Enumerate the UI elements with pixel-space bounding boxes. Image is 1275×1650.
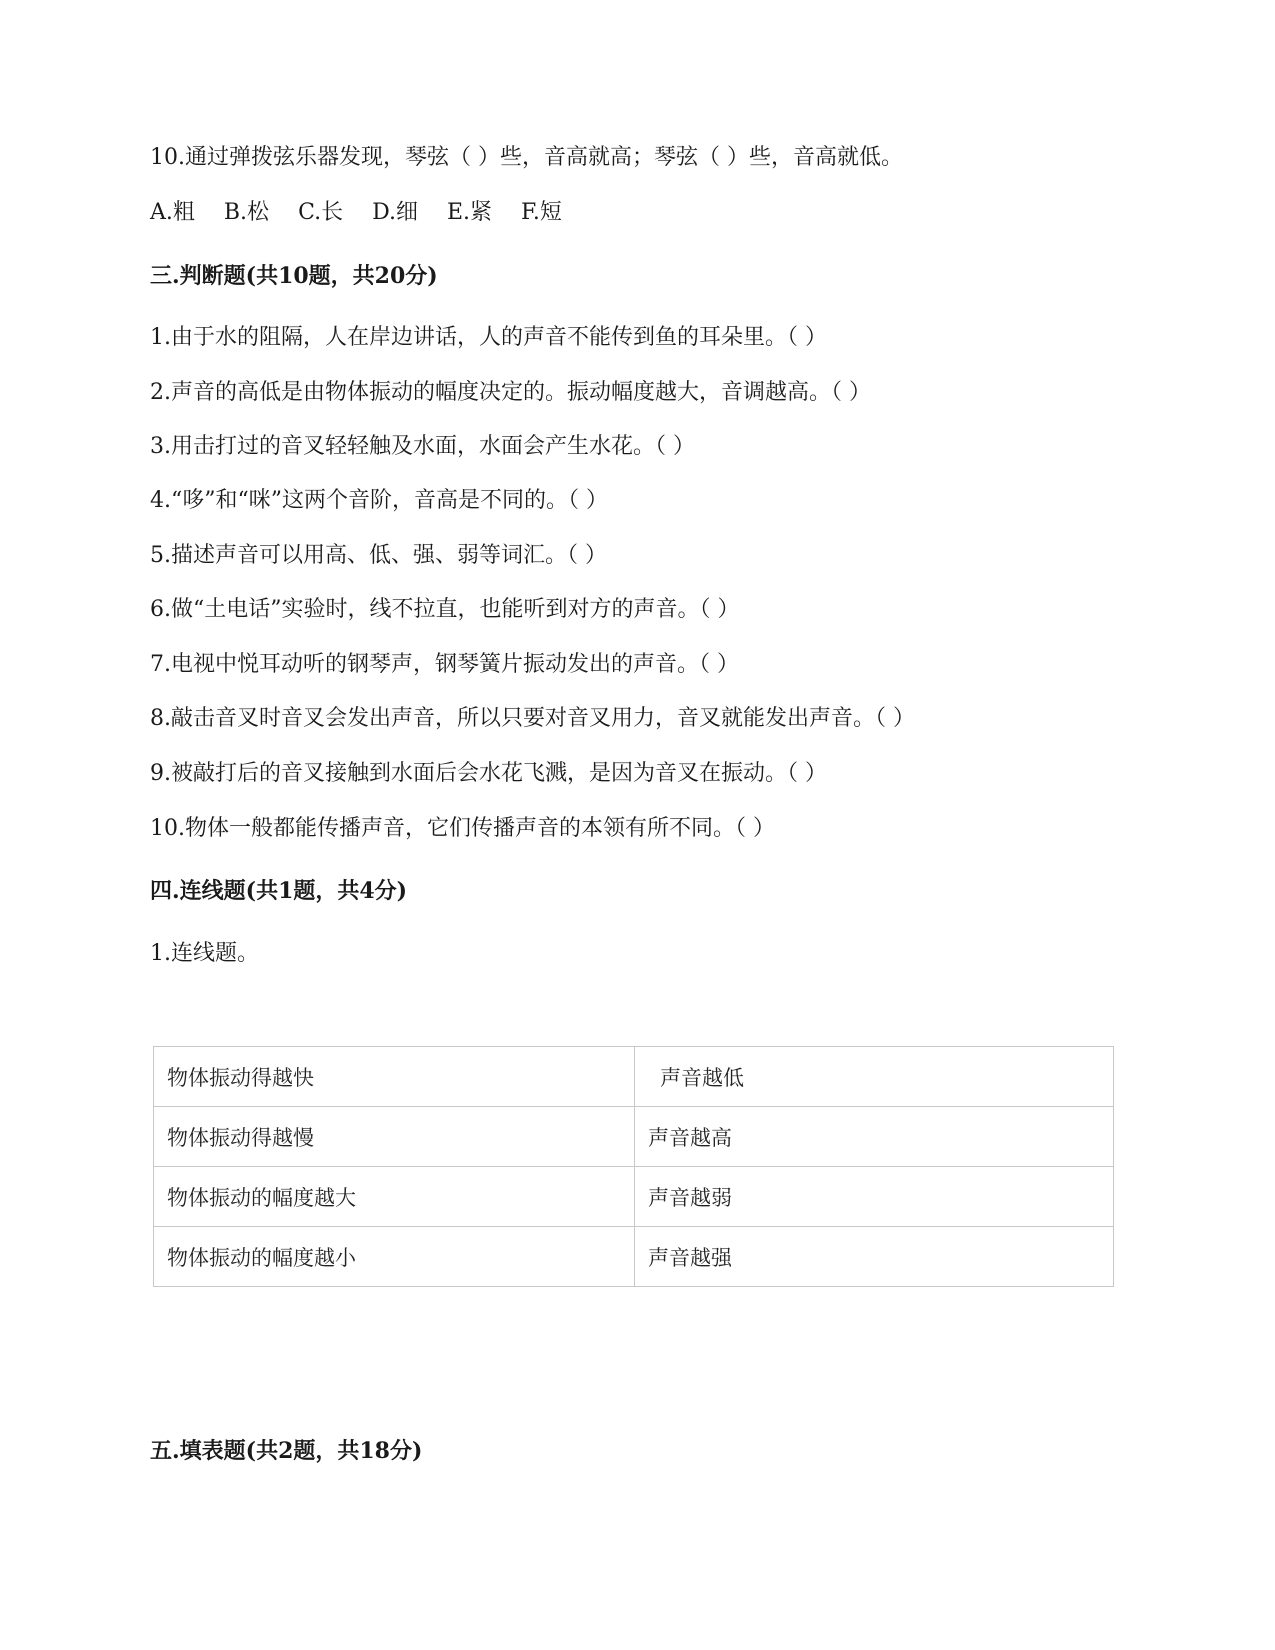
table-row: [154, 1107, 1114, 1167]
judge-item-6: 6.做“土电话”实验时，线不拉直，也能听到对方的声音。（ ）: [150, 597, 740, 622]
table-row: [154, 1167, 1114, 1227]
option-b: B.松: [223, 200, 270, 225]
option-d: D.细: [372, 200, 418, 225]
mc-question-10-options: [150, 198, 584, 228]
section-3-heading: 三.判断题(共10题，共20分): [150, 263, 438, 289]
table-row: [154, 1047, 1114, 1107]
matching-question-1: 1.连线题。: [150, 941, 259, 966]
section-5-heading: 五.填表题(共2题，共18分): [150, 1438, 423, 1464]
judge-item-8: 8.敲击音叉时音叉会发出声音，所以只要对音叉用力，音叉就能发出声音。（ ）: [150, 706, 915, 731]
table-cell-left: 物体振动得越快: [154, 1047, 635, 1107]
judge-item-2: 2.声音的高低是由物体振动的幅度决定的。振动幅度越大，音调越高。（ ）: [150, 380, 871, 405]
table-cell-left: 物体振动的幅度越大: [154, 1167, 635, 1227]
section-4-heading: 四.连线题(共1题，共4分): [150, 878, 408, 904]
option-a: A.粗: [150, 200, 195, 225]
judge-item-7: 7.电视中悦耳动听的钢琴声，钢琴簧片振动发出的声音。（ ）: [150, 652, 739, 677]
option-f: F.短: [521, 200, 562, 225]
judge-item-4: 4.“哆”和“咪”这两个音阶，音高是不同的。（ ）: [150, 488, 608, 513]
option-c: C.长: [298, 200, 344, 225]
judge-item-5: 5.描述声音可以用高、低、强、弱等词汇。（ ）: [150, 543, 607, 568]
table-cell-left: 物体振动的幅度越小: [154, 1227, 635, 1287]
judge-item-10: 10.物体一般都能传播声音，它们传播声音的本领有所不同。（ ）: [150, 816, 775, 841]
mc-question-10: 10.通过弹拨弦乐器发现，琴弦（ ）些，音高就高；琴弦（ ）些，音高就低。: [150, 145, 903, 170]
table-cell-right: 声音越低: [635, 1047, 1114, 1107]
option-e: E.紧: [446, 200, 493, 225]
judge-item-9: 9.被敲打后的音叉接触到水面后会水花飞溅，是因为音叉在振动。（ ）: [150, 761, 827, 786]
judge-item-1: 1.由于水的阻隔，人在岸边讲话，人的声音不能传到鱼的耳朵里。（ ）: [150, 325, 827, 350]
table-cell-right: 声音越弱: [635, 1167, 1114, 1227]
table-row: [154, 1227, 1114, 1287]
table-cell-right: 声音越强: [635, 1227, 1114, 1287]
matching-table: [153, 1046, 1114, 1287]
judge-item-3: 3.用击打过的音叉轻轻触及水面，水面会产生水花。（ ）: [150, 434, 695, 459]
table-cell-right: 声音越高: [635, 1107, 1114, 1167]
table-cell-left: 物体振动得越慢: [154, 1107, 635, 1167]
